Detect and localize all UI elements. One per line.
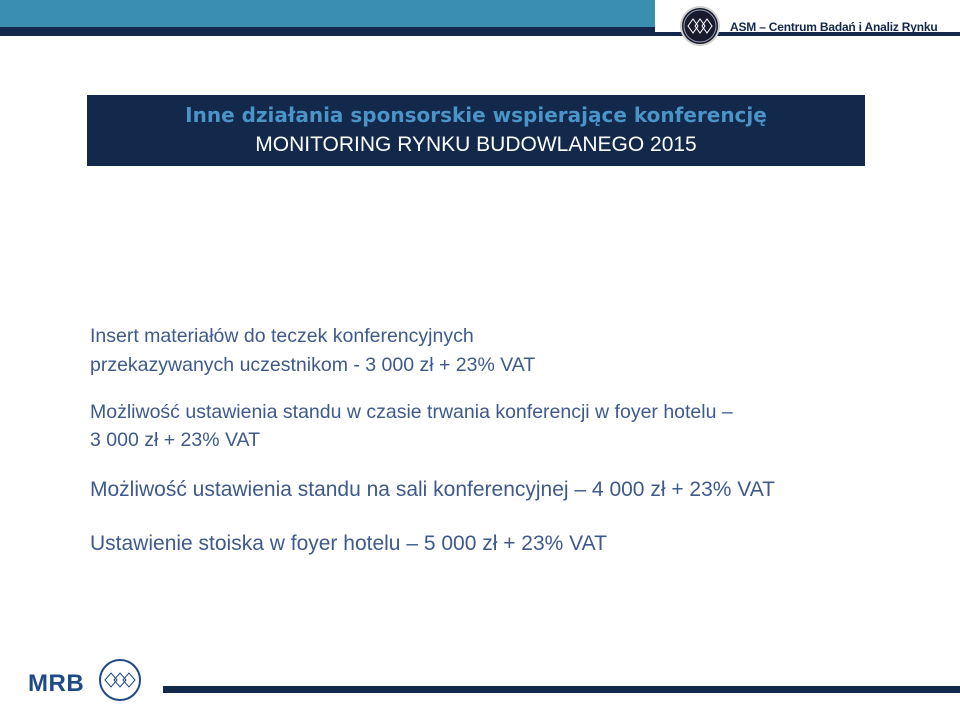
- header-bar-teal: [0, 0, 655, 27]
- offer-1-line-1: Insert materiałów do teczek konferencyjnych: [90, 325, 474, 347]
- asm-circle-icon: [98, 658, 142, 702]
- header-bar-navy: [0, 27, 655, 36]
- page-title: Inne działania sponsorskie wspierające konferencję: [185, 103, 767, 127]
- mrb-logo: [28, 656, 140, 708]
- offer-1-line-2: przekazywanych uczestnikom - 3 000 zł + 23% VAT: [90, 354, 536, 376]
- title-banner: [87, 95, 865, 166]
- page-subtitle: MONITORING RYNKU BUDOWLANEGO 2015: [255, 133, 697, 156]
- offer-2-line-2: 3 000 zł + 23% VAT: [90, 429, 260, 451]
- asm-logo-icon: [680, 6, 720, 46]
- footer-line: [163, 686, 960, 693]
- offer-paragraph-2: [90, 398, 910, 454]
- company-name: ASM – Centrum Badań i Analiz Rynku: [730, 20, 938, 34]
- offer-2-line-1: Możliwość ustawienia standu w czasie trwania konferencji w foyer hotelu –: [90, 401, 733, 423]
- mrb-logo-text: MRB: [28, 670, 85, 697]
- offer-paragraph-1: [90, 322, 910, 380]
- offer-paragraph-3: Możliwość ustawienia standu na sali konferencyjnej – 4 000 zł + 23% VAT: [90, 478, 776, 501]
- offer-paragraph-4: Ustawienie stoiska w foyer hotelu – 5 000 zł + 23% VAT: [90, 532, 607, 555]
- content-body: [90, 322, 910, 559]
